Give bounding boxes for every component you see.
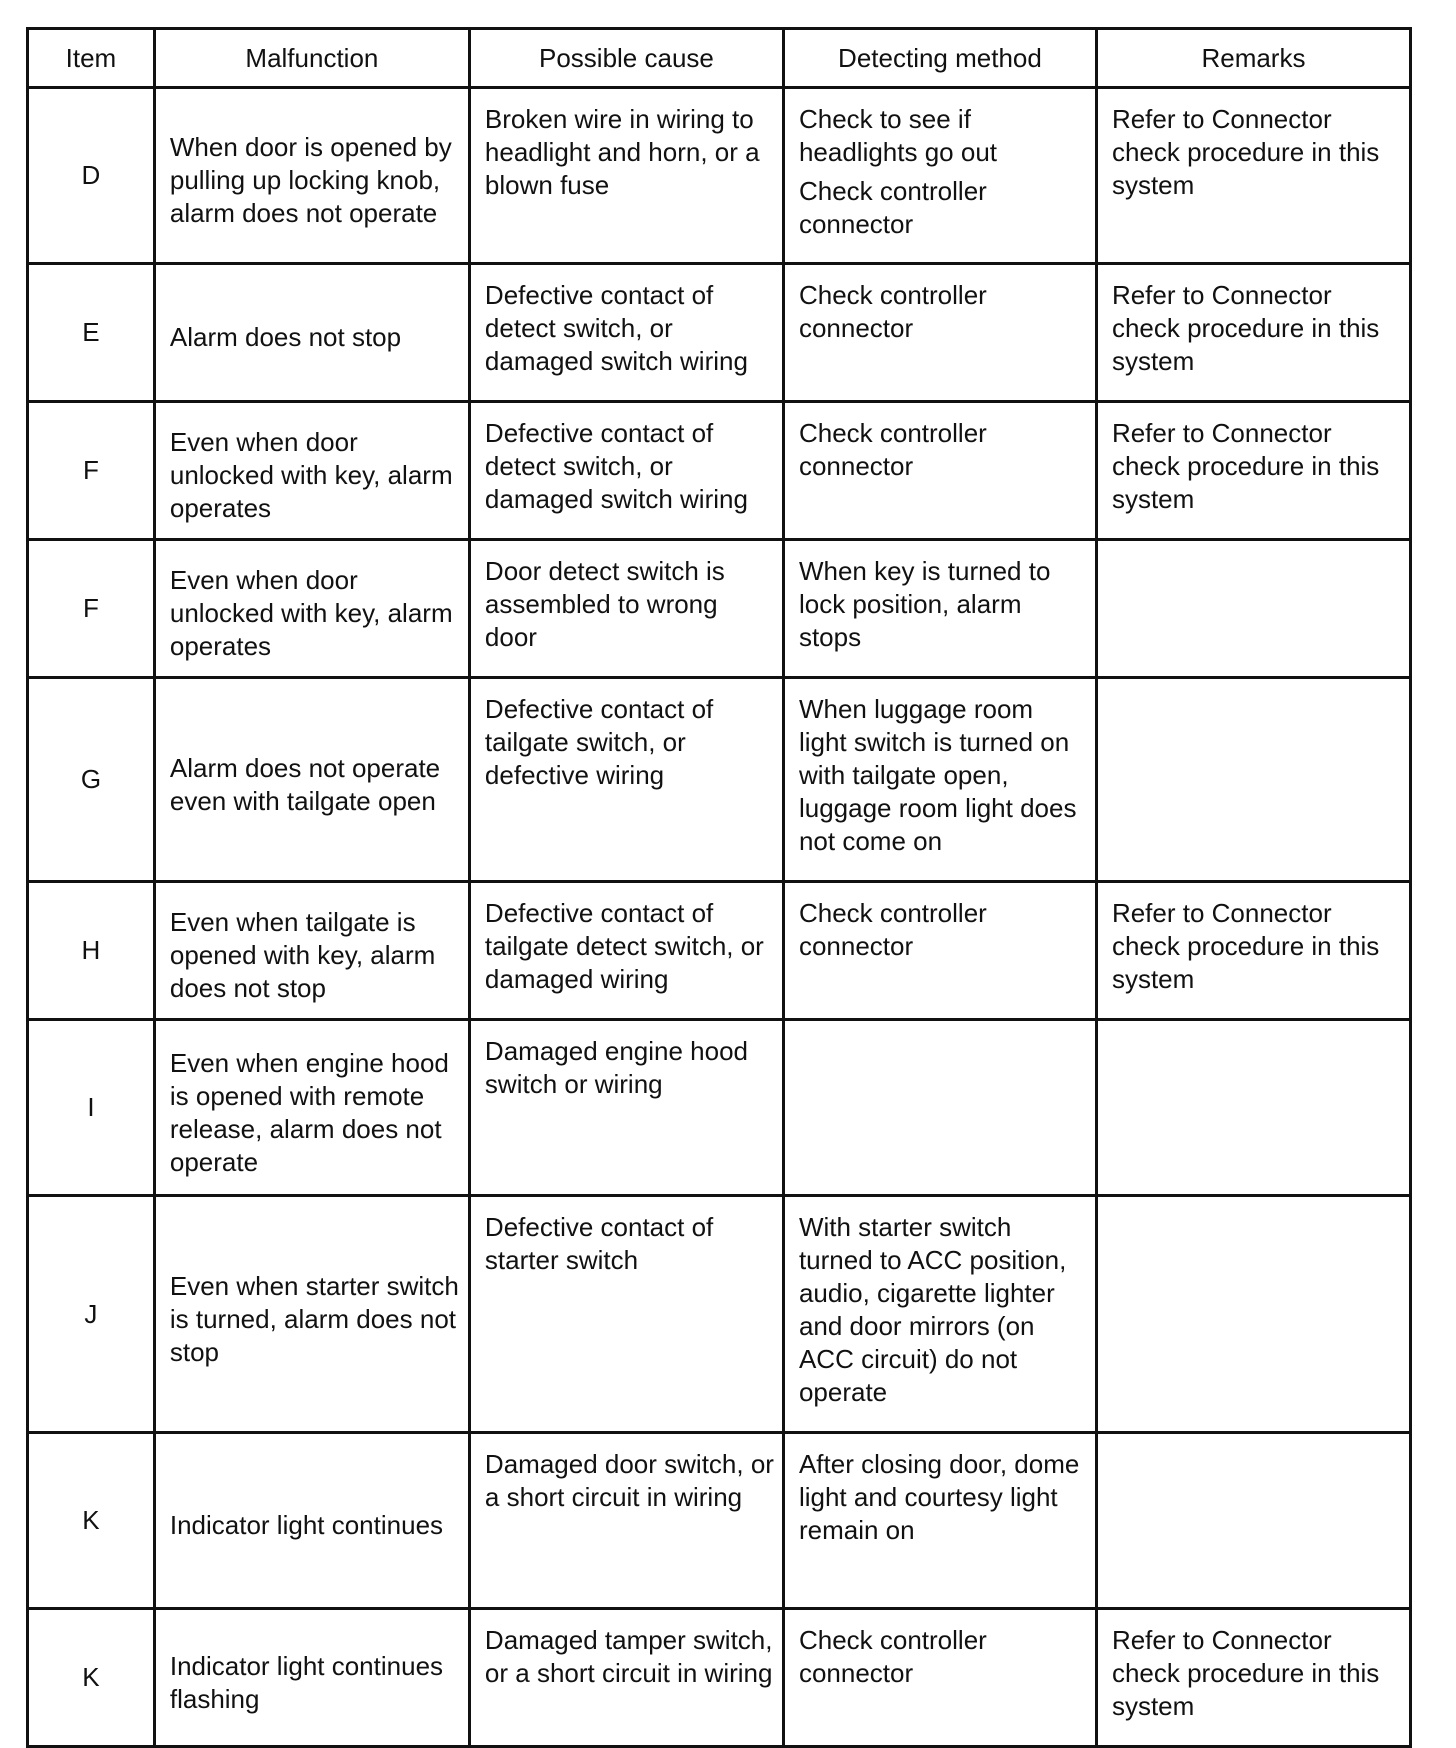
detecting-method-cell <box>783 264 1096 402</box>
detecting-method-cell <box>783 678 1096 882</box>
remarks-cell <box>1096 1196 1410 1433</box>
possible-cause-cell: Door detect switch is assembled to wrong door <box>469 540 783 678</box>
remarks-cell <box>1096 540 1410 678</box>
detecting-method-line: When key is turned to lock position, alarm stops <box>798 556 1051 652</box>
detecting-method-cell <box>783 1020 1096 1196</box>
table-row <box>28 1433 1411 1609</box>
remarks-cell: Refer to Connector check procedure in this system <box>1096 88 1410 264</box>
malfunction-cell: Alarm does not stop <box>154 264 469 402</box>
item-code: F <box>28 540 155 678</box>
malfunction-cell: Even when door unlocked with key, alarm operates <box>154 402 469 540</box>
possible-cause-cell: Defective contact of detect switch, or damaged switch wiring <box>469 264 783 402</box>
malfunction-cell: When door is opened by pulling up locking knob, alarm does not operate <box>154 88 469 264</box>
possible-cause-cell: Defective contact of tailgate switch, or defective wiring <box>469 678 783 882</box>
detecting-method-cell <box>783 540 1096 678</box>
header-item: Item <box>28 29 155 88</box>
remarks-cell <box>1096 1020 1410 1196</box>
table-body <box>28 88 1411 1747</box>
item-code: E <box>28 264 155 402</box>
item-code: F <box>28 402 155 540</box>
detecting-method-line: Check controller connector <box>798 898 987 961</box>
remarks-cell: Refer to Connector check procedure in this system <box>1096 402 1410 540</box>
malfunction-cell: Even when door unlocked with key, alarm operates <box>154 540 469 678</box>
table-row <box>28 678 1411 882</box>
table-row <box>28 1020 1411 1196</box>
item-code: K <box>28 1433 155 1609</box>
item-code: H <box>28 882 155 1020</box>
item-code: I <box>28 1020 155 1196</box>
malfunction-cell: Even when starter switch is turned, alarm does not stop <box>154 1196 469 1433</box>
detecting-method-line: Check controller connector <box>798 1625 987 1688</box>
header-possible-cause: Possible cause <box>469 29 783 88</box>
detecting-method-cell <box>783 1609 1096 1747</box>
detecting-method-cell <box>783 1196 1096 1433</box>
possible-cause-cell: Damaged engine hood switch or wiring <box>469 1020 783 1196</box>
detecting-method-line: Check controller connector <box>798 280 987 343</box>
malfunction-cell: Even when tailgate is opened with key, alarm does not stop <box>154 882 469 1020</box>
remarks-cell <box>1096 678 1410 882</box>
malfunction-cell: Alarm does not operate even with tailgate open <box>154 678 469 882</box>
table-row <box>28 88 1411 264</box>
table-header-row <box>28 29 1411 88</box>
table-row <box>28 264 1411 402</box>
table-row <box>28 882 1411 1020</box>
item-code: G <box>28 678 155 882</box>
table-row <box>28 1196 1411 1433</box>
remarks-cell <box>1096 1433 1410 1609</box>
item-code: J <box>28 1196 155 1433</box>
detecting-method-cell <box>783 882 1096 1020</box>
detecting-method-cell <box>783 1433 1096 1609</box>
remarks-cell: Refer to Connector check procedure in this system <box>1096 1609 1410 1747</box>
remarks-cell: Refer to Connector check procedure in this system <box>1096 264 1410 402</box>
troubleshooting-table <box>26 27 1412 1748</box>
detecting-method-line: With starter switch turned to ACC position, audio, cigarette lighter and door mirrors (on ACC circuit) do not operate <box>798 1212 1067 1407</box>
header-remarks: Remarks <box>1096 29 1410 88</box>
detecting-method-cell <box>783 402 1096 540</box>
malfunction-cell: Indicator light continues flashing <box>154 1609 469 1747</box>
item-code: K <box>28 1609 155 1747</box>
detecting-method-line: After closing door, dome light and courtesy light remain on <box>798 1449 1080 1545</box>
detecting-method-line: Check controller connector <box>798 418 987 481</box>
table-row <box>28 540 1411 678</box>
header-detecting-method: Detecting method <box>783 29 1096 88</box>
table-row <box>28 402 1411 540</box>
possible-cause-cell: Defective contact of detect switch, or damaged switch wiring <box>469 402 783 540</box>
possible-cause-cell: Broken wire in wiring to headlight and horn, or a blown fuse <box>469 88 783 264</box>
possible-cause-cell: Damaged tamper switch, or a short circuit in wiring <box>469 1609 783 1747</box>
detecting-method-cell <box>783 88 1096 264</box>
malfunction-cell: Indicator light continues <box>154 1433 469 1609</box>
remarks-cell: Refer to Connector check procedure in this system <box>1096 882 1410 1020</box>
possible-cause-cell: Defective contact of starter switch <box>469 1196 783 1433</box>
detecting-method-line: When luggage room light switch is turned on with tailgate open, luggage room light does not come on <box>798 694 1077 856</box>
detecting-method-line: Check to see if headlights go out <box>798 104 997 167</box>
possible-cause-cell: Damaged door switch, or a short circuit in wiring <box>469 1433 783 1609</box>
possible-cause-cell: Defective contact of tailgate detect switch, or damaged wiring <box>469 882 783 1020</box>
table-row <box>28 1609 1411 1747</box>
header-malfunction: Malfunction <box>154 29 469 88</box>
malfunction-cell: Even when engine hood is opened with remote release, alarm does not operate <box>154 1020 469 1196</box>
item-code: D <box>28 88 155 264</box>
detecting-method-line: Check controller connector <box>798 176 987 239</box>
